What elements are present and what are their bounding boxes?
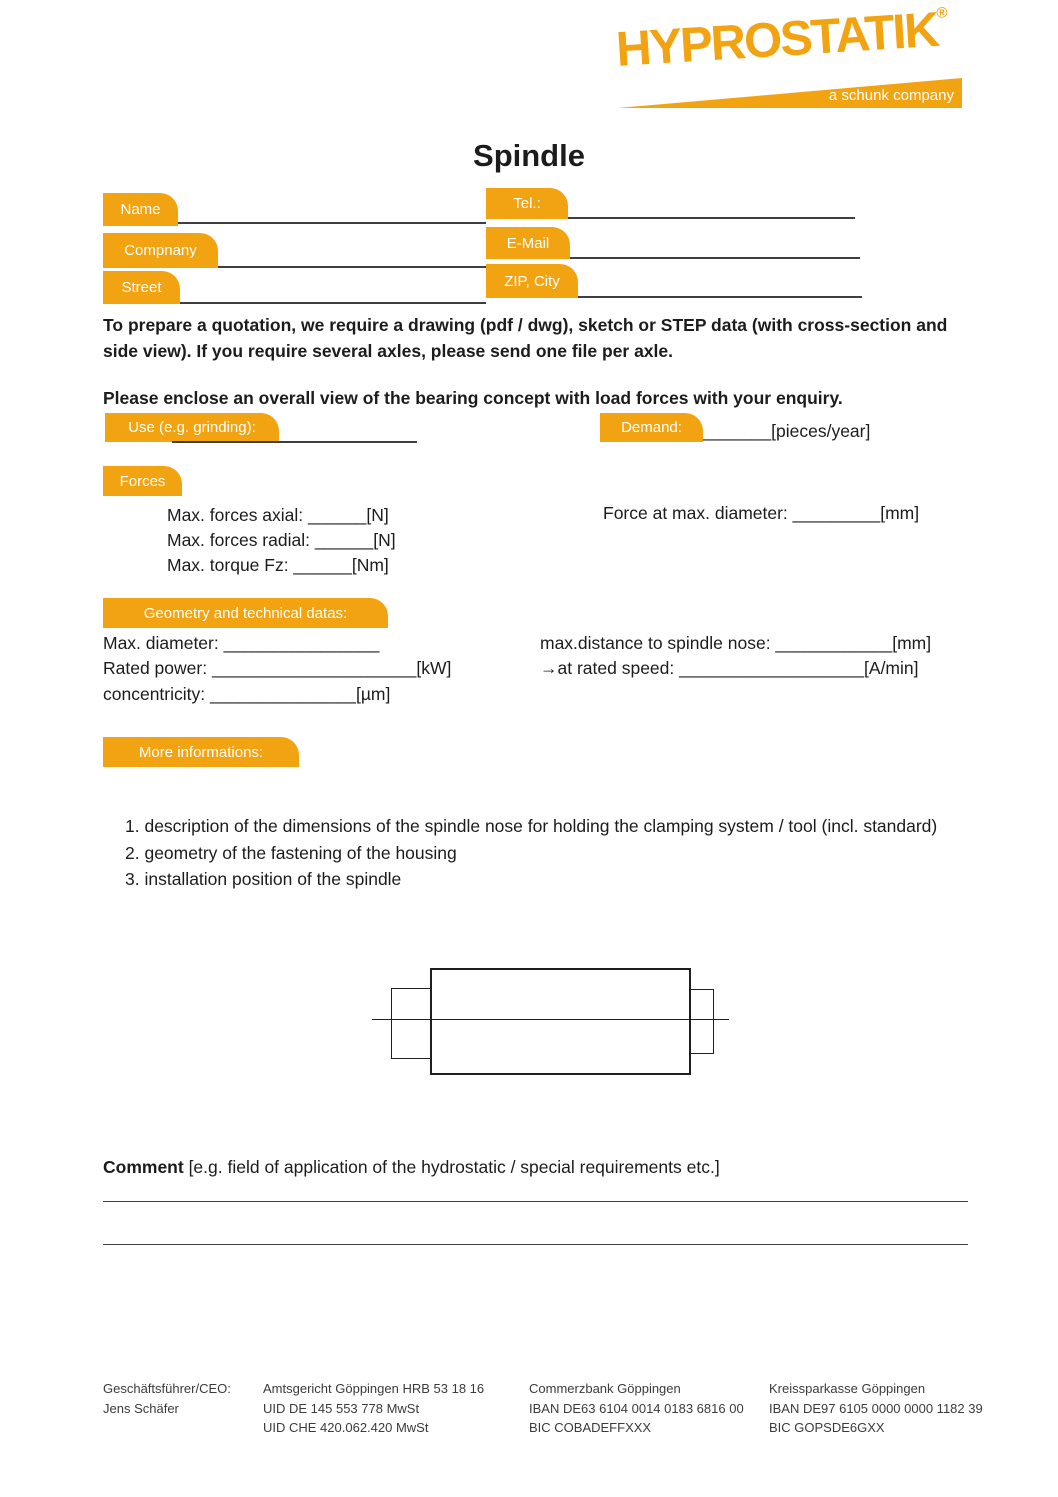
footer-line: Jens Schäfer [103, 1400, 179, 1416]
registered-trademark-icon: ® [935, 4, 949, 22]
demand-field-label: Demand: [600, 413, 703, 442]
forces-section-tab: Forces [103, 466, 182, 496]
page-title: Spindle [473, 138, 585, 173]
company-fill-line [218, 266, 486, 268]
comment-label-bold: Comment [103, 1157, 184, 1177]
comment-label [103, 1157, 720, 1178]
more-informations-list [125, 813, 937, 893]
zip-city-field-label: ZIP, City [486, 264, 578, 298]
concentricity-row: concentricity: _______________[µm] [103, 684, 391, 704]
max-forces-axial-row: Max. forces axial: ______[N] [167, 505, 389, 525]
spindle-drawing-left-shaft [391, 988, 431, 1059]
spindle-drawing-right-shaft [690, 989, 714, 1054]
logo-brand-name: HYPROSTATIK [614, 2, 940, 78]
footer-line: Kreissparkasse Göppingen [769, 1381, 926, 1396]
footer-line: Geschäftsführer/CEO: [103, 1381, 231, 1396]
hyprostatik-logo [614, 2, 962, 108]
comment-fill-line [103, 1201, 968, 1202]
more-informations-tab: More informations: [103, 737, 299, 767]
at-rated-speed-row: →at rated speed: ___________________[A/min] [540, 658, 919, 678]
company-field-label: Compnany [103, 233, 218, 268]
list-item: 1. description of the dimensions of the spindle nose for holding the clamping system / tool (incl. standard) [125, 816, 938, 836]
logo-brand-text [614, 1, 950, 78]
rated-power-row: Rated power: _____________________[kW] [103, 658, 452, 678]
company-footer [0, 1379, 1058, 1449]
name-field-label: Name [103, 193, 178, 226]
zip-city-fill-line [578, 296, 862, 298]
spindle-drawing-body [430, 968, 691, 1075]
footer-kreissparkasse-column [769, 1379, 983, 1438]
footer-registry-column [263, 1379, 484, 1438]
max-torque-row: Max. torque Fz: ______[Nm] [167, 555, 389, 575]
force-at-max-diameter-row: Force at max. diameter: _________[mm] [603, 503, 920, 523]
footer-line: UID CHE 420.062.420 MwSt [263, 1420, 429, 1435]
footer-line: Amtsgericht Göppingen HRB 53 18 16 [263, 1381, 485, 1396]
max-forces-radial-row: Max. forces radial: ______[N] [167, 530, 396, 550]
max-distance-spindle-nose-row: max.distance to spindle nose: ____________[mm] [540, 633, 932, 653]
logo-tagline: a schunk company [828, 87, 954, 104]
footer-line: BIC COBADEFFXXX [529, 1420, 652, 1435]
footer-commerzbank-column [529, 1379, 744, 1438]
footer-ceo-column [103, 1379, 231, 1418]
tel-field-label: Tel.: [486, 188, 568, 219]
demand-fill-and-unit: _______[pieces/year] [703, 421, 871, 441]
max-diameter-row: Max. diameter: ________________ [103, 633, 380, 653]
tel-fill-line [568, 217, 855, 219]
geometry-section-tab: Geometry and technical datas: [103, 598, 388, 628]
street-fill-line [180, 302, 486, 304]
footer-line: Commerzbank Göppingen [529, 1381, 681, 1396]
enclose-overview-paragraph: Please enclose an overall view of the bearing concept with load forces with your enquiry. [103, 388, 843, 408]
list-item: 2. geometry of the fastening of the housing [125, 842, 457, 863]
email-field-label: E-Mail [486, 227, 570, 259]
quotation-instructions-paragraph: To prepare a quotation, we require a drawing (pdf / dwg), sketch or STEP data (with cross-section and side view). If you require several axles, please send one file per axle. [103, 315, 948, 361]
comment-label-hint: [e.g. field of application of the hydrostatic / special requirements etc.] [183, 1157, 720, 1177]
use-fill-line [172, 441, 417, 443]
name-fill-line [178, 222, 486, 224]
footer-line: IBAN DE63 6104 0014 0183 6816 00 [529, 1400, 744, 1416]
list-item: 3. installation position of the spindle [125, 869, 402, 889]
street-field-label: Street [103, 271, 180, 304]
footer-line: IBAN DE97 6105 0000 0000 1182 39 [769, 1400, 983, 1416]
footer-line: BIC GOPSDE6GXX [769, 1420, 885, 1435]
footer-line: UID DE 145 553 778 MwSt [263, 1400, 420, 1416]
email-fill-line [570, 257, 860, 259]
use-field-label: Use (e.g. grinding): [105, 413, 279, 442]
comment-fill-line [103, 1244, 968, 1245]
